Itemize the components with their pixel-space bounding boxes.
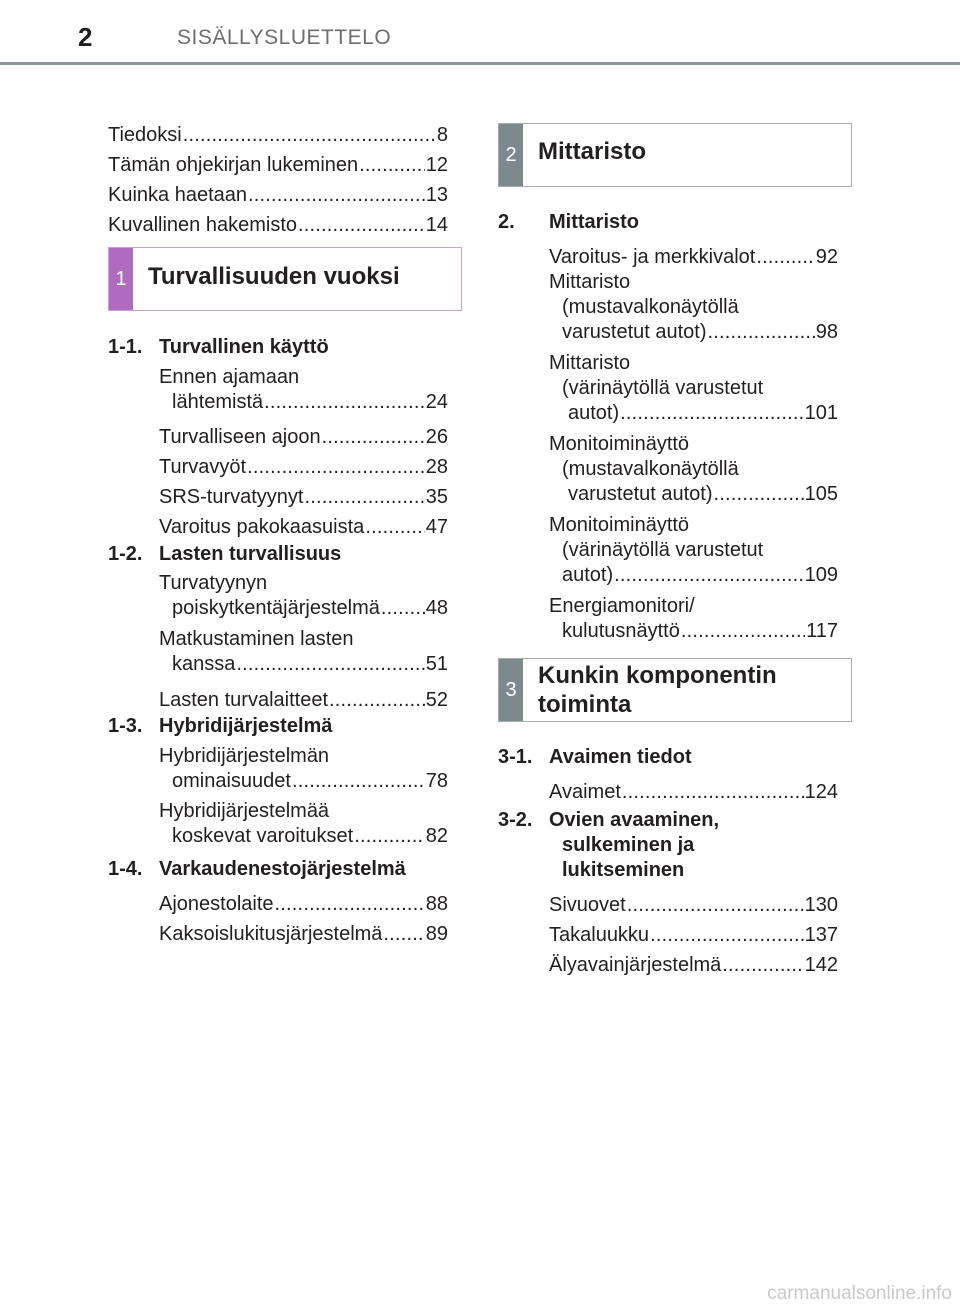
toc-entry[interactable]: Mittaristo (mustavalkonäytöllä varustetut autot) ..... 98 bbox=[549, 270, 838, 351]
section-1-4-list bbox=[159, 887, 448, 947]
toc-entry[interactable]: Energiamonitori/ kulutusnäyttö ..... 117 bbox=[549, 594, 838, 650]
section-3-2-list bbox=[549, 888, 838, 978]
toc-entry[interactable]: Takaluukku ..... 137 bbox=[549, 918, 838, 948]
chapter-1-header[interactable] bbox=[108, 247, 462, 311]
toc-entry[interactable]: Kuinka haetaan ..... 13 bbox=[108, 178, 448, 208]
toc-entry[interactable]: Varoitus pakokaasuista ..... 47 bbox=[159, 510, 448, 540]
toc-entry[interactable]: Monitoiminäyttö (värinäytöllä varustetut autot) ..... 109 bbox=[549, 513, 838, 594]
toc-entry[interactable]: Turvavyöt ..... 28 bbox=[159, 450, 448, 480]
section-1-1-list bbox=[159, 365, 448, 540]
chapter-title: Turvallisuuden vuoksi bbox=[148, 263, 400, 290]
toc-entry[interactable]: Monitoiminäyttö (mustavalkonäytöllä varustetut autot) ..... 105 bbox=[549, 432, 838, 513]
toc-entry[interactable]: Sivuovet ..... 130 bbox=[549, 888, 838, 918]
watermark: carmanualsonline.info bbox=[767, 1283, 952, 1304]
chapter-2-header[interactable] bbox=[498, 123, 852, 187]
toc-entry[interactable]: Turvalliseen ajoon ..... 26 bbox=[159, 420, 448, 450]
toc-entry[interactable]: Mittaristo (värinäytöllä varustetut autot) ..... 101 bbox=[549, 351, 838, 432]
toc-entry[interactable]: SRS-turvatyynyt ..... 35 bbox=[159, 480, 448, 510]
intro-list bbox=[108, 118, 448, 238]
page-number: 2 bbox=[78, 22, 93, 52]
toc-entry[interactable]: Kuvallinen hakemisto ..... 14 bbox=[108, 208, 448, 238]
toc-entry[interactable]: Hybridijärjestelmän ominaisuudet ..... 78 bbox=[159, 744, 448, 799]
chapter-number-tab: 1 bbox=[109, 248, 133, 310]
header-rule bbox=[0, 62, 960, 65]
toc-entry[interactable]: Hybridijärjestelmää koskevat varoitukset ..... 82 bbox=[159, 799, 448, 854]
toc-entry[interactable]: Varoitus- ja merkkivalot ..... 92 bbox=[549, 240, 838, 270]
toc-entry[interactable]: Tämän ohjekirjan lukeminen ..... 12 bbox=[108, 148, 448, 178]
chapter-3-header[interactable] bbox=[498, 658, 852, 722]
toc-entry[interactable]: Tiedoksi ..... 8 bbox=[108, 118, 448, 148]
toc-entry[interactable]: Turvatyynyn poiskytkentäjärjestelmä ..... 48 bbox=[159, 571, 448, 627]
page-title: SISÄLLYSLUETTELO bbox=[177, 26, 392, 49]
chapter-title-line-1: Kunkin komponentin bbox=[538, 662, 777, 689]
toc-entry[interactable]: Ajonestolaite ..... 88 bbox=[159, 887, 448, 917]
section-heading[interactable]: 3-2. Ovien avaaminen, sulkeminen ja lukitseminen bbox=[498, 809, 720, 881]
section-1-3-list bbox=[159, 744, 448, 854]
toc-entry[interactable]: Kaksoislukitusjärjestelmä ..... 89 bbox=[159, 917, 448, 947]
page-header bbox=[0, 0, 960, 64]
section-1-2-list bbox=[159, 571, 448, 713]
toc-entry[interactable]: Älyavainjärjestelmä ..... 142 bbox=[549, 948, 838, 978]
chapter-number-tab: 3 bbox=[499, 659, 523, 721]
chapter-title: Mittaristo bbox=[538, 138, 646, 165]
section-2-list bbox=[549, 240, 838, 650]
chapter-number-tab: 2 bbox=[499, 124, 523, 186]
section-3-1-list bbox=[549, 775, 838, 805]
toc-entry[interactable]: Avaimet ..... 124 bbox=[549, 775, 838, 805]
chapter-title-line-2: toiminta bbox=[538, 691, 632, 718]
toc-entry[interactable]: Lasten turvalaitteet ..... 52 bbox=[159, 683, 448, 713]
toc-entry[interactable]: Ennen ajamaan lähtemistä ..... 24 bbox=[159, 365, 448, 420]
toc-entry[interactable]: Matkustaminen lasten kanssa ..... 51 bbox=[159, 627, 448, 683]
